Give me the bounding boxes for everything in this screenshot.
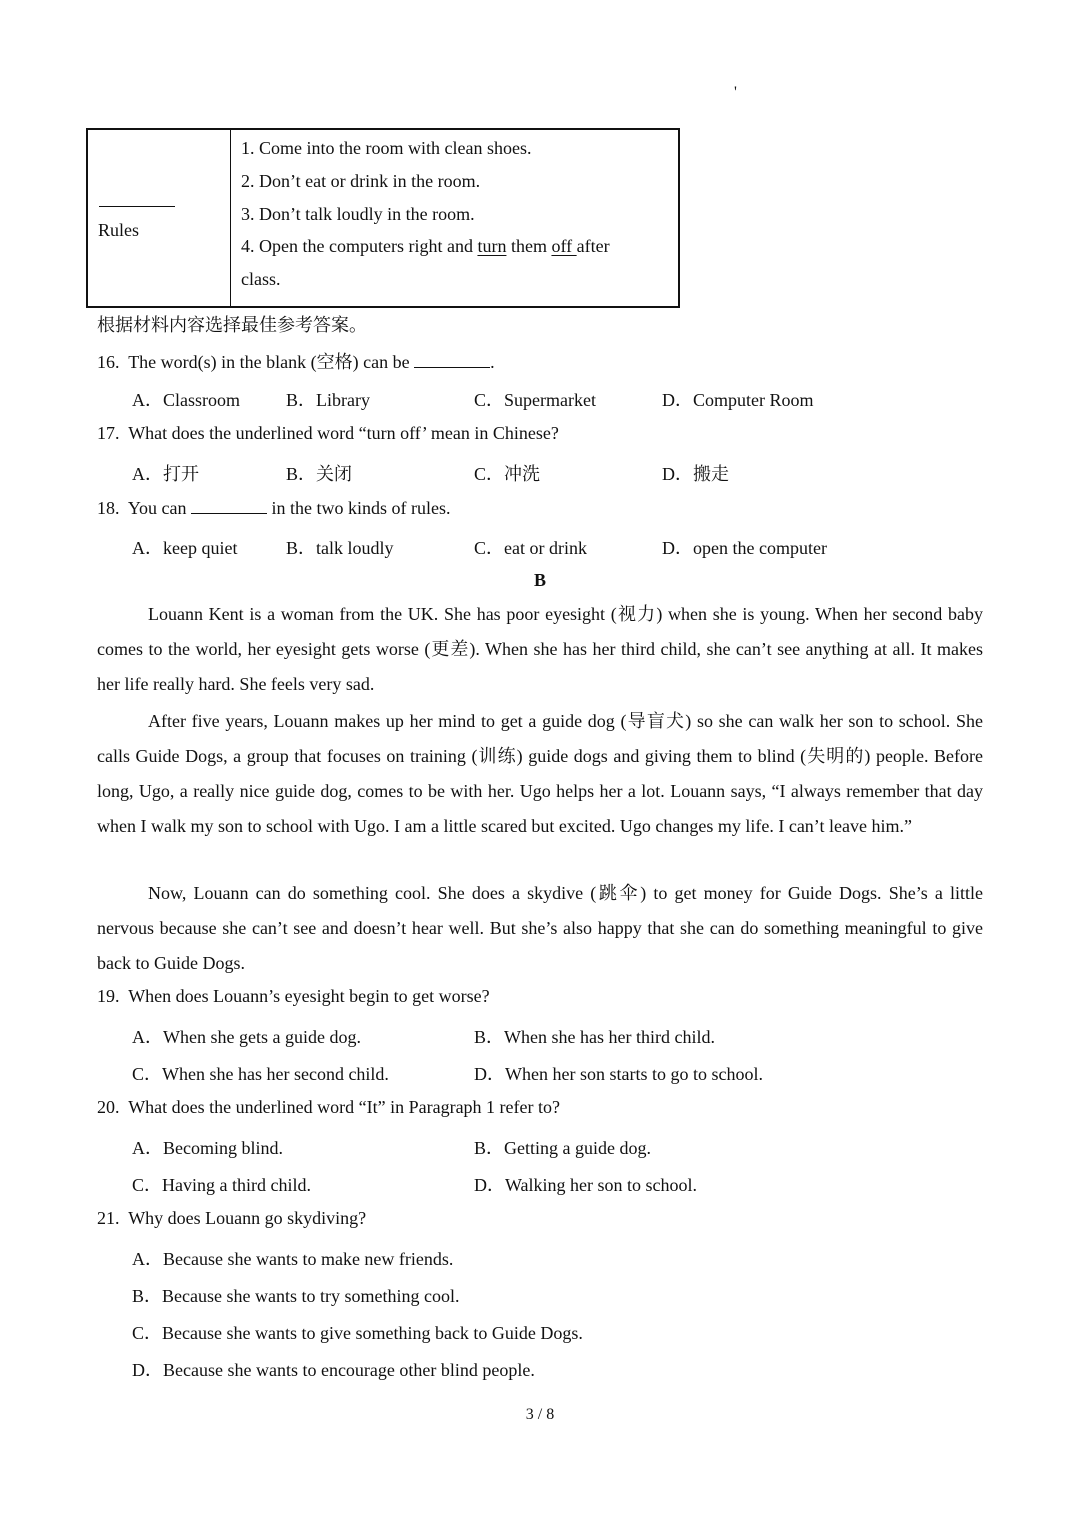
option: D．open the computer — [662, 538, 827, 558]
option: A．keep quiet — [132, 538, 238, 558]
passage-paragraph-2: After five years, Louann makes up her mind to get a guide dog (导盲犬) so she can walk her son to school. She calls Guide Dogs, a group that focuses on training (训练) guide dogs and giving them to blind (失明的) people. Before long, Ugo, a really nice guide dog, comes to be with her. Ugo helps her a lot. Louann says, “I always remember that day when I walk my son to school with Ugo. I am a little scared but excited. Ugo changes my life. I can’t leave him.” — [97, 711, 983, 836]
option: D．Because she wants to encourage other blind people. — [132, 1360, 535, 1380]
rule-item: 2. Don’t eat or drink in the room. — [241, 171, 481, 191]
option: D．搬走 — [662, 464, 729, 484]
option: C．冲洗 — [474, 464, 541, 484]
option: B．关闭 — [286, 464, 353, 484]
passage-paragraph-1: Louann Kent is a woman from the UK. She has poor eyesight (视力) when she is young. When her second baby comes to the world, her eyesight gets worse (更差). When she has her third child, she can’t see anything at all. It makes her life really hard. She feels very sad. — [97, 604, 983, 694]
option: B．Getting a guide dog. — [474, 1138, 651, 1158]
underlined-turn: turn — [477, 236, 507, 256]
option: C．When she has her second child. — [132, 1064, 389, 1084]
option: C．Supermarket — [474, 390, 596, 410]
rules-label: Rules — [98, 220, 140, 240]
rule-item: 3. Don’t talk loudly in the room. — [241, 204, 475, 224]
section-title: B — [533, 570, 546, 590]
rule-item: 1. Come into the room with clean shoes. — [241, 138, 532, 158]
option: A．Because she wants to make new friends. — [132, 1249, 454, 1269]
question-19: 19. When does Louann’s eyesight begin to get worse? — [97, 986, 490, 1006]
option: D．When her son starts to go to school. — [474, 1064, 763, 1084]
option: A．打开 — [132, 464, 199, 484]
answer-blank — [191, 497, 267, 514]
question-17: 17. What does the underlined word “turn off’ mean in Chinese? — [97, 423, 559, 443]
option: B．When she has her third child. — [474, 1027, 715, 1047]
rule-item-4-cont: class. — [241, 269, 281, 289]
option: B．Library — [286, 390, 370, 410]
option: C．eat or drink — [474, 538, 587, 558]
passage-paragraph-3: Now, Louann can do something cool. She does a skydive (跳伞) to get money for Guide Dogs. She’s a little nervous because she can’t see and doesn’t hear well. But she’s also happy that she can do something meaningful to give back to Guide Dogs. — [97, 883, 983, 973]
table-divider — [230, 130, 231, 306]
answer-blank — [414, 351, 490, 368]
table-blank-line — [99, 206, 175, 207]
underlined-off: off — [551, 236, 577, 256]
option: A．Becoming blind. — [132, 1138, 283, 1158]
option: C．Because she wants to give something back to Guide Dogs. — [132, 1323, 583, 1343]
rule-item-4: 4. Open the computers right and turn them off after — [241, 236, 610, 256]
option: A．When she gets a guide dog. — [132, 1027, 361, 1047]
option: D．Computer Room — [662, 390, 814, 410]
question-18: 18. You can in the two kinds of rules. — [97, 498, 451, 518]
option: D．Walking her son to school. — [474, 1175, 698, 1195]
scan-mark: ' — [734, 84, 737, 101]
option: C．Having a third child. — [132, 1175, 311, 1195]
option: A．Classroom — [132, 390, 240, 410]
question-16: 16. The word(s) in the blank (空格) can be . — [97, 352, 495, 372]
option: B．Because she wants to try something cool. — [132, 1286, 460, 1306]
question-21: 21. Why does Louann go skydiving? — [97, 1208, 367, 1228]
question-20: 20. What does the underlined word “It” in Paragraph 1 refer to? — [97, 1097, 561, 1117]
page-number: 3 / 8 — [525, 1406, 555, 1423]
rules-table — [86, 128, 680, 308]
instruction: 根据材料内容选择最佳参考答案。 — [97, 315, 367, 335]
option: B．talk loudly — [286, 538, 394, 558]
